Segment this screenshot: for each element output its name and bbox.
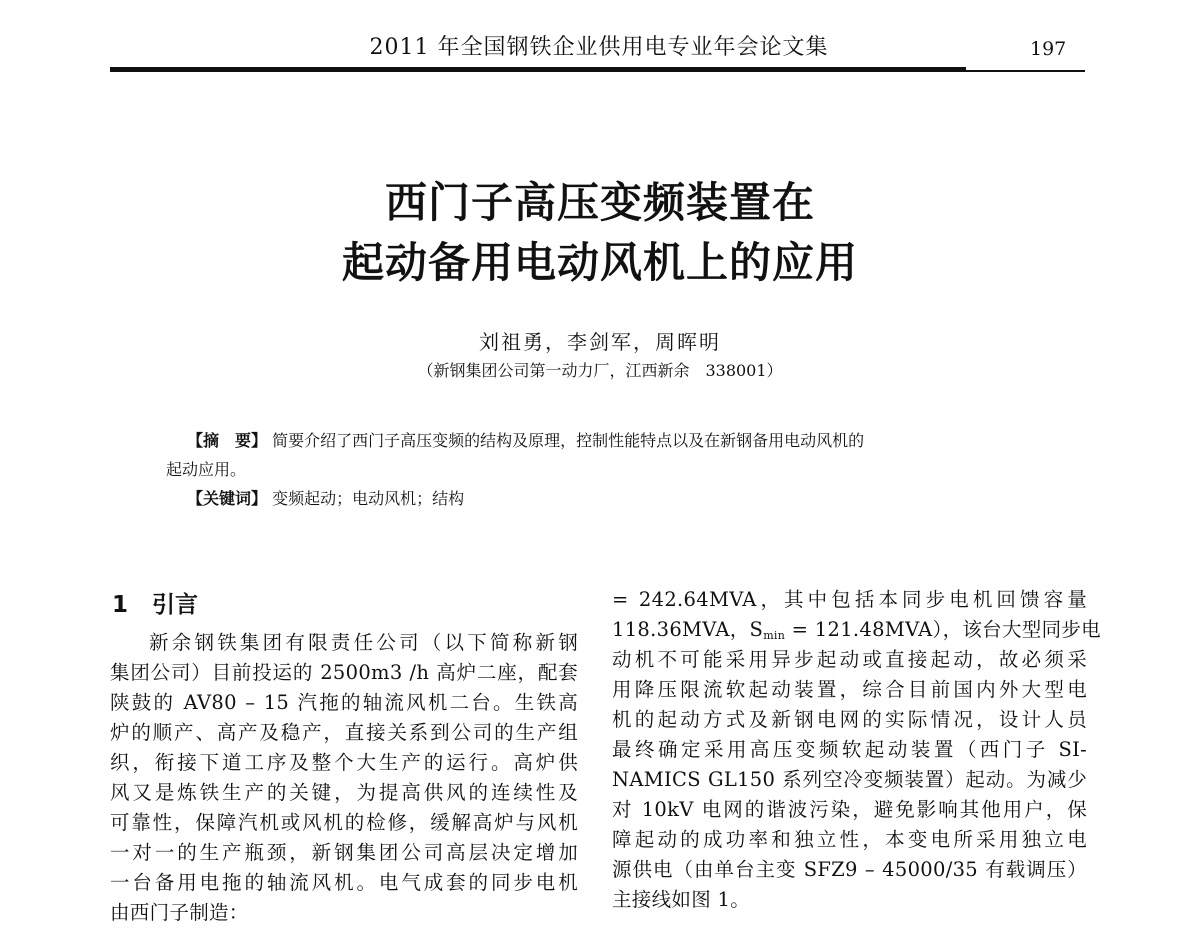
body-line: 织，衔接下道工序及整个大生产的运行。高炉供 xyxy=(110,751,578,774)
section-number: 1 xyxy=(112,592,129,618)
body-line: 主接线如图 1。 xyxy=(612,888,751,911)
body-line: 一台备用电拖的轴流风机。电气成套的同步电机 xyxy=(110,871,578,894)
running-header-text: 2011 年全国钢铁企业供用电专业年会论文集 xyxy=(369,35,829,60)
body-line: 用降压限流软起动装置，综合目前国内外大型电 xyxy=(612,678,1087,701)
body-line-with-subscript xyxy=(612,615,1101,645)
body-line: 一对一的生产瓶颈，新钢集团公司高层决定增加 xyxy=(110,841,578,864)
body-line: 源供电（由单台主变 SFZ9 – 45000/35 有载调压） xyxy=(612,858,1087,881)
section-heading xyxy=(112,586,198,619)
header-rule-thick xyxy=(110,67,966,72)
paper-affiliation: （新钢集团公司第一动力厂，江西新余 338001） xyxy=(417,361,783,380)
text-segment: = 121.48MVA），该台大型同步电 xyxy=(785,618,1101,641)
paper-title-line-1: 西门子高压变频装置在 xyxy=(384,178,815,227)
section-title: 引言 xyxy=(152,592,198,618)
header-rule-thin xyxy=(960,70,1085,72)
page-number: 197 xyxy=(1030,38,1067,60)
paper-authors: 刘祖勇，李剑军，周晖明 xyxy=(479,330,721,354)
body-line: = 242.64MVA，其中包括本同步电机回馈容量 xyxy=(612,588,1087,611)
body-line: 集团公司）目前投运的 2500m3 /h 高炉二座，配套 xyxy=(110,661,578,684)
body-line: 风又是炼铁生产的关键，为提高供风的连续性及 xyxy=(110,781,578,804)
body-column-left xyxy=(110,628,578,928)
body-line: 炉的顺产、高产及稳产，直接关系到公司的生产组 xyxy=(110,721,578,744)
body-line: 陕鼓的 AV80 – 15 汽拖的轴流风机二台。生铁高 xyxy=(110,691,578,714)
body-line: 新余钢铁集团有限责任公司（以下简称新钢 xyxy=(149,631,578,654)
abstract-continuation: 起动应用。 xyxy=(166,460,247,479)
keywords-text: 变频起动；电动风机；结构 xyxy=(272,489,465,508)
abstract-text: 简要介绍了西门子高压变频的结构及原理，控制性能特点以及在新钢备用电动风机的 xyxy=(272,431,865,450)
body-line: 对 10kV 电网的谐波污染，避免影响其他用户，保 xyxy=(612,798,1087,821)
body-line: 可靠性，保障汽机或风机的检修，缓解高炉与风机 xyxy=(110,811,578,834)
keywords-label: 【关键词】 xyxy=(187,489,268,508)
body-line: NAMICS GL150 系列空冷变频装置）起动。为减少 xyxy=(612,768,1087,791)
body-column-right xyxy=(612,585,1101,915)
paper-title-line-2: 起动备用电动风机上的应用 xyxy=(341,238,858,287)
body-line: 由西门子制造： xyxy=(110,901,249,924)
body-line: 机的起动方式及新钢电网的实际情况，设计人员 xyxy=(612,708,1087,731)
subscript-min: min xyxy=(763,629,786,642)
abstract xyxy=(187,428,864,451)
running-header-title xyxy=(0,30,1200,61)
text-segment: 118.36MVA，S xyxy=(612,618,764,641)
abstract-label: 【摘 要】 xyxy=(187,431,268,450)
body-line: 动机不可能采用异步起动或直接起动，故必须采 xyxy=(612,648,1087,671)
body-line: 障起动的成功率和独立性，本变电所采用独立电 xyxy=(612,828,1087,851)
keywords xyxy=(187,486,464,509)
body-line: 最终确定采用高压变频软起动装置（西门子 SI- xyxy=(612,738,1087,761)
